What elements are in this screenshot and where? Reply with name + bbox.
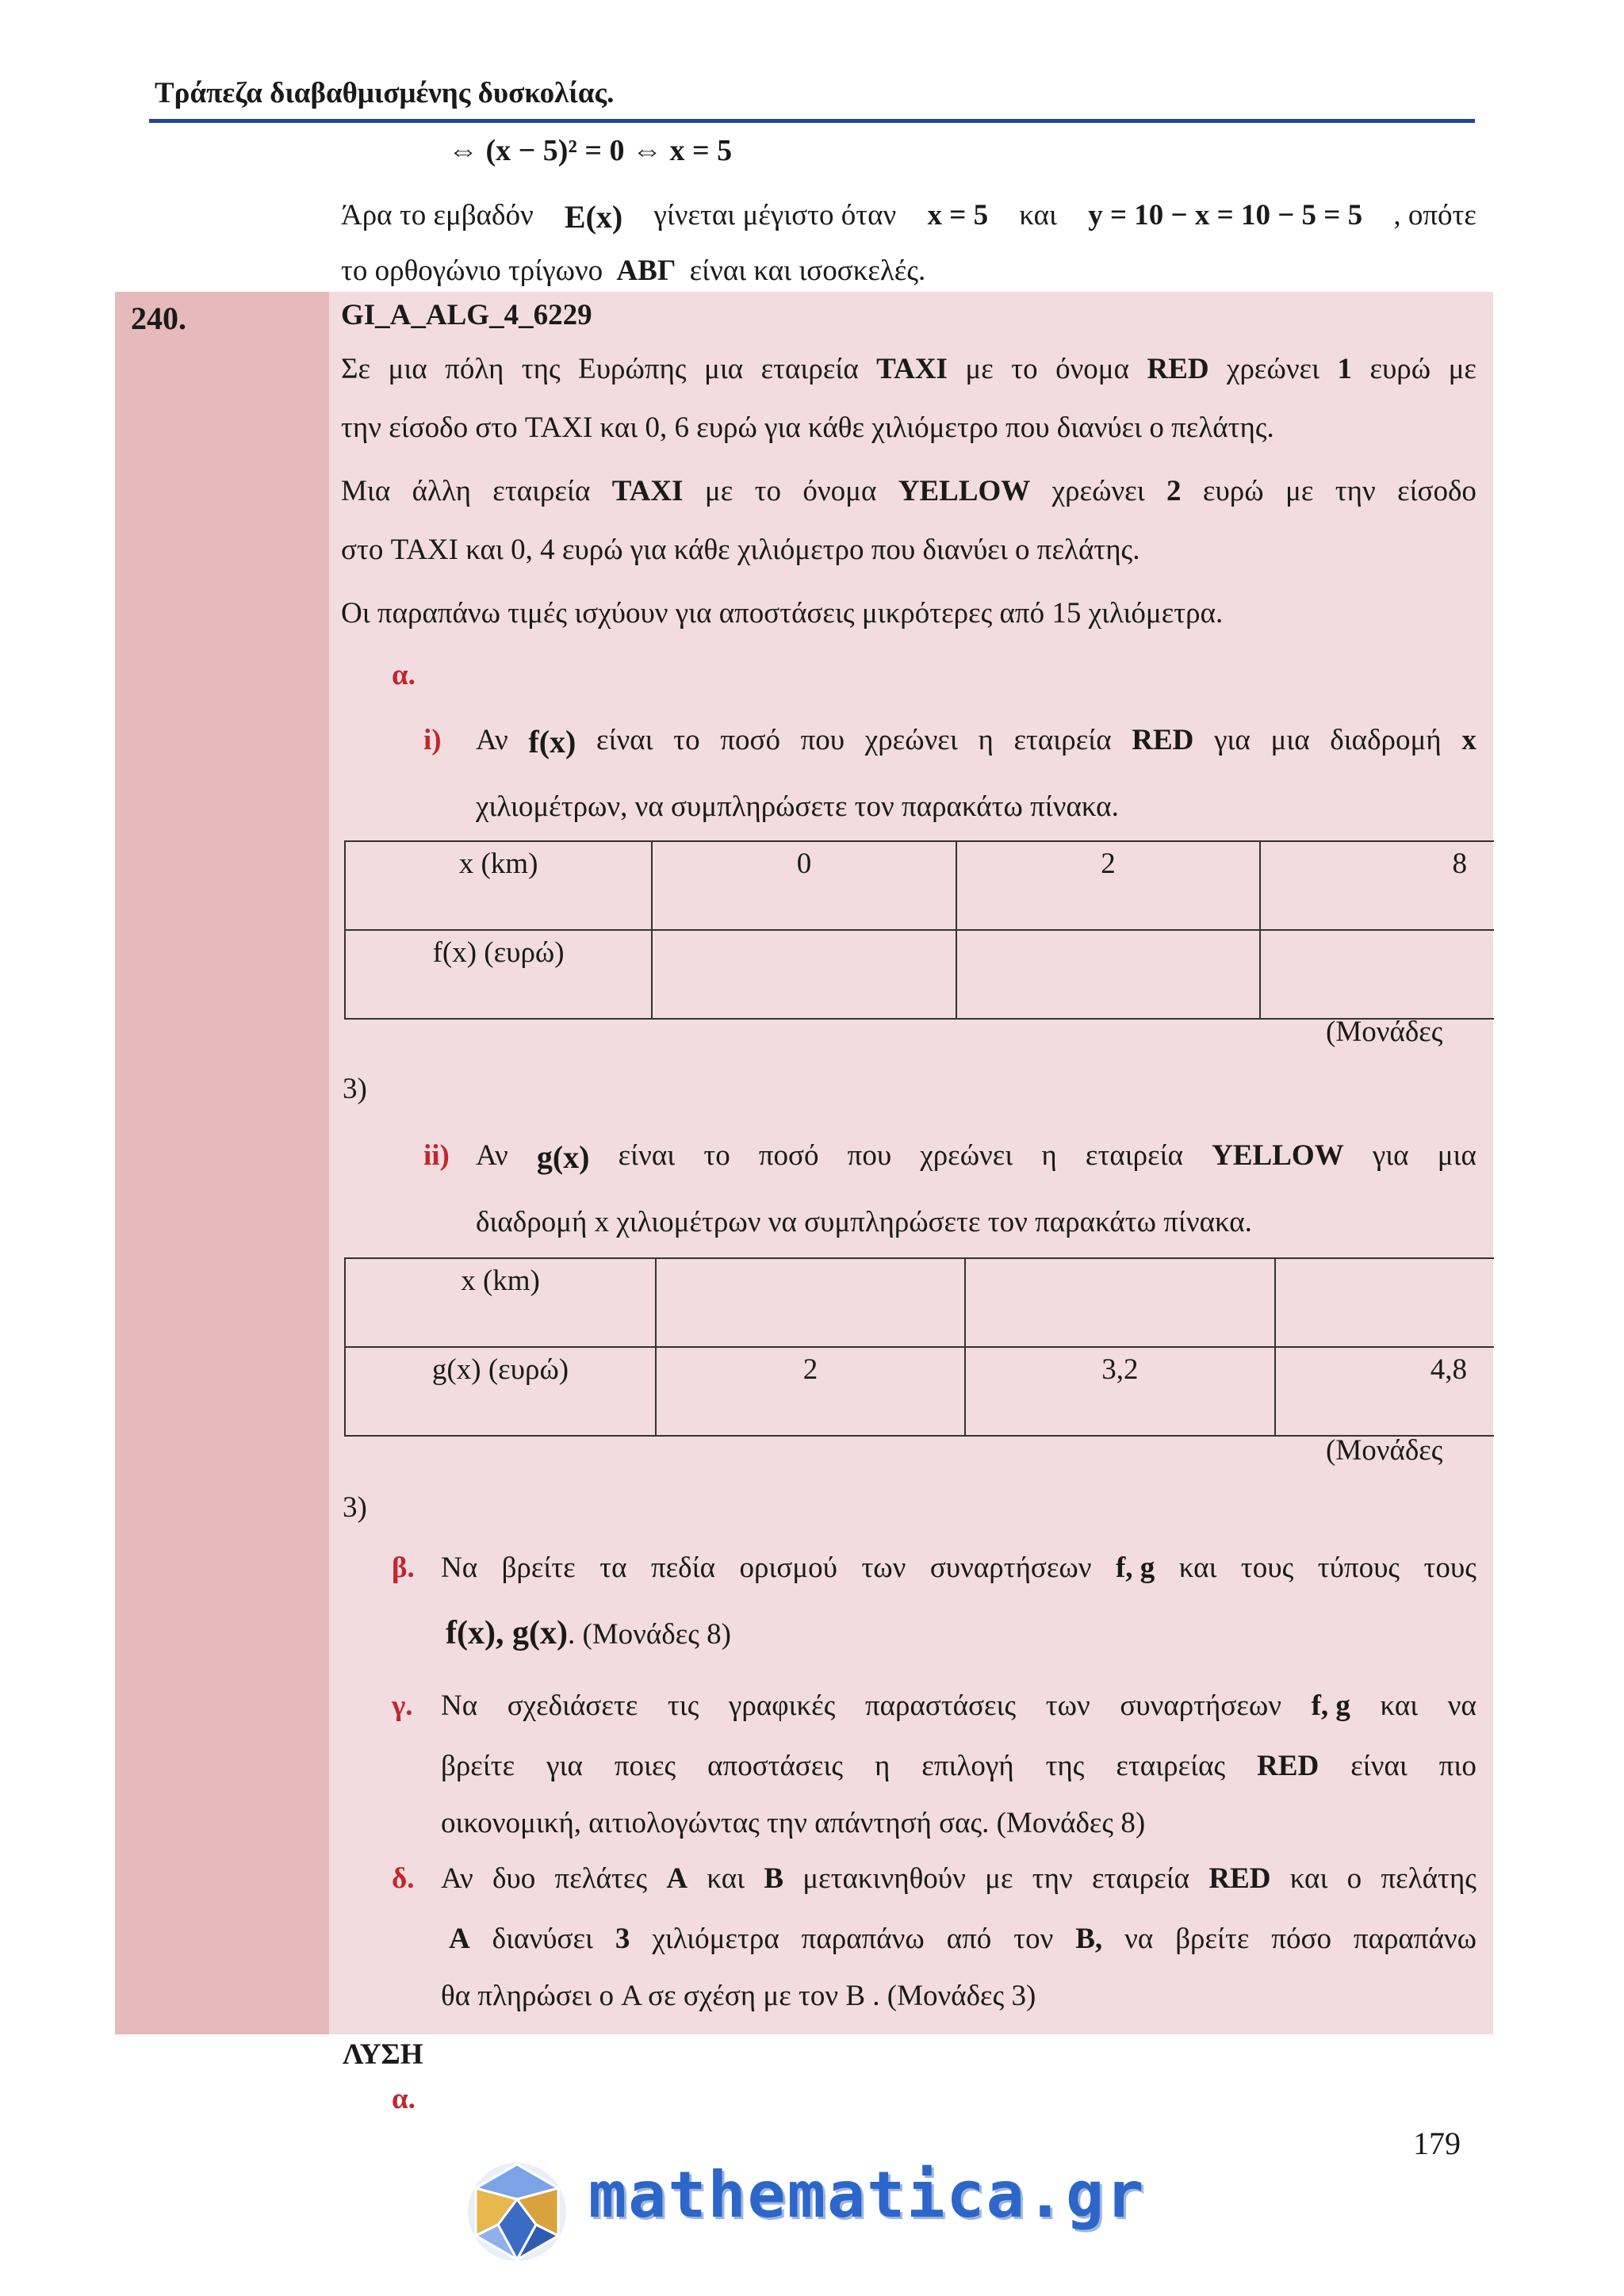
- word: B: [764, 1862, 784, 1895]
- word: μια: [1437, 1139, 1477, 1172]
- part-ii-line1: [476, 1138, 1477, 1176]
- word: βρείτε: [441, 1750, 515, 1782]
- part-delta-label: δ.: [392, 1862, 415, 1895]
- word: είναι: [1350, 1750, 1408, 1782]
- word: εταιρεία: [1013, 724, 1112, 756]
- table-cell: [965, 1258, 1275, 1347]
- table-cell: [652, 930, 956, 1019]
- table-cell: [656, 1258, 965, 1347]
- page-header-title: Τράπεζα διαβαθμισμένης δυσκολίας.: [155, 77, 615, 109]
- para2-line2: στο TAXI και 0, 4 ευρώ για κάθε χιλιόμετρο που διανύει ο πελάτης.: [341, 534, 1140, 566]
- word: επιλογή: [921, 1750, 1014, 1782]
- part-i-line1: [476, 723, 1477, 760]
- word: πελάτης: [1381, 1862, 1477, 1895]
- part-delta-line2: [449, 1922, 1477, 1956]
- word: εταιρεία: [1085, 1139, 1184, 1172]
- word: τους: [1240, 1552, 1294, 1584]
- word: είσοδο: [1397, 475, 1477, 507]
- site-logo-text: mathematica.gr: [588, 2158, 1146, 2232]
- word: διανύσει: [492, 1923, 593, 1955]
- table-cell: [956, 930, 1261, 1019]
- word: πόλη: [445, 353, 504, 385]
- part-i-label: i): [423, 724, 442, 756]
- word: παραστάσεις: [864, 1689, 1017, 1722]
- polyhedron-logo-icon: [465, 2160, 569, 2264]
- table-cell: x (km): [345, 1258, 656, 1347]
- word: Να: [441, 1552, 478, 1584]
- equation-line: ⇔ (x − 5)² = 0 ⇔ x = 5: [448, 134, 733, 167]
- word: όνομα: [1055, 353, 1130, 385]
- word: ευρώ: [1202, 475, 1264, 507]
- word: με: [965, 353, 994, 385]
- word: YELLOW: [898, 475, 1031, 507]
- word: το: [673, 724, 700, 756]
- word: A: [666, 1862, 688, 1895]
- table-cell: g(x) (ευρώ): [345, 1347, 656, 1436]
- word: Αν: [476, 1139, 508, 1172]
- word: ποσό: [720, 724, 780, 756]
- word: με: [704, 475, 733, 507]
- word: των: [1045, 1689, 1090, 1722]
- prev-text: και: [1019, 199, 1057, 232]
- points-label: (Μονάδες: [1326, 1016, 1443, 1048]
- exercise-number-column: [115, 292, 329, 2034]
- math-expr: f, g: [1311, 1689, 1350, 1722]
- word: χρεώνει: [1227, 353, 1320, 385]
- word: ορισμού: [739, 1552, 837, 1584]
- word: συναρτήσεων: [1120, 1689, 1281, 1722]
- word: και: [1178, 1552, 1217, 1584]
- word: πιο: [1438, 1750, 1477, 1782]
- word: τον: [1013, 1923, 1054, 1955]
- part-beta-line1: [441, 1551, 1477, 1585]
- table-cell: 4,8: [1275, 1347, 1494, 1436]
- part-ii-label: ii): [423, 1139, 450, 1172]
- prev-line-2: [341, 254, 925, 288]
- word: το: [703, 1139, 730, 1172]
- word: τα: [599, 1552, 627, 1584]
- word: της: [521, 353, 561, 385]
- prev-text: γίνεται μέγιστο όταν: [653, 199, 897, 232]
- word: RED: [1147, 353, 1209, 385]
- math-expr: E(x): [564, 199, 623, 235]
- word: γραφικές: [729, 1689, 836, 1722]
- part-gamma-line3: οικονομική, αιτιολογώντας την απάντησή σας. (Μονάδες 8): [441, 1807, 1146, 1839]
- table-row: [345, 1347, 1494, 1436]
- prev-text: , οπότε: [1393, 199, 1477, 232]
- word: βρείτε: [501, 1552, 576, 1584]
- points-value: 3): [343, 1491, 367, 1524]
- part-beta-text: . (Μονάδες 8): [567, 1618, 731, 1651]
- word: YELLOW: [1212, 1139, 1344, 1172]
- word: και: [1380, 1689, 1419, 1722]
- word: Αν: [441, 1862, 473, 1895]
- part-delta-line1: [441, 1862, 1477, 1896]
- part-ii-line2: διαδρομή x χιλιομέτρων να συμπληρώσετε τον παρακάτω πίνακα.: [476, 1206, 1252, 1238]
- prev-line-1: [341, 198, 1477, 235]
- math-expr: f(x), g(x): [446, 1615, 568, 1651]
- word: που: [800, 724, 845, 756]
- page-number: 179: [1413, 2126, 1461, 2161]
- table-row: [345, 1258, 1494, 1347]
- part-gamma-line1: [441, 1689, 1477, 1723]
- word: Ευρώπης: [578, 353, 687, 385]
- part-i-line2: χιλιομέτρων, να συμπληρώσετε τον παρακάτω πίνακα.: [476, 790, 1119, 823]
- word: εταιρεία: [492, 475, 591, 507]
- prev-text: το ορθογώνιο τρίγωνο: [341, 254, 603, 287]
- word: εταιρεία: [1091, 1862, 1190, 1895]
- word: μια: [388, 353, 427, 385]
- word: RED: [1208, 1862, 1271, 1895]
- word: η: [874, 1750, 891, 1782]
- word: μια: [1270, 724, 1310, 756]
- table-f: [344, 840, 1494, 1020]
- header-divider: [149, 119, 1475, 123]
- word: RED: [1132, 724, 1194, 756]
- word: RED: [1257, 1750, 1320, 1782]
- math-expr: x = 5: [927, 199, 989, 232]
- word: Σε: [341, 353, 371, 385]
- word: ποιες: [614, 1750, 676, 1782]
- table-cell: 3,2: [965, 1347, 1275, 1436]
- word: ο: [1346, 1862, 1362, 1895]
- word: χιλιόμετρα: [652, 1923, 779, 1955]
- solution-title: ΛΥΣΗ: [343, 2038, 423, 2071]
- word: με: [985, 1862, 1013, 1895]
- word: τις: [667, 1689, 699, 1722]
- word: να: [1124, 1923, 1154, 1955]
- word: της: [1045, 1750, 1085, 1782]
- para2-line1: [341, 474, 1477, 508]
- word: χρεώνει: [864, 724, 958, 756]
- math-expr: f(x): [528, 724, 576, 760]
- word: των: [861, 1552, 906, 1584]
- word: για: [1372, 1139, 1409, 1172]
- word: βρείτε: [1175, 1923, 1250, 1955]
- word: 1: [1337, 353, 1352, 385]
- part-beta-label: β.: [392, 1552, 415, 1584]
- exercise-code: GI_A_ALG_4_6229: [341, 299, 592, 331]
- math-expr: ΑΒΓ: [616, 254, 676, 287]
- table-cell: 2: [956, 841, 1261, 930]
- para1-line1: [341, 352, 1477, 386]
- table-cell: f(x) (ευρώ): [345, 930, 652, 1019]
- word: που: [847, 1139, 892, 1172]
- word: Αν: [476, 724, 508, 756]
- word: πόσο: [1271, 1923, 1331, 1955]
- part-delta-line3: θα πληρώσει ο A σε σχέση με τον B . (Μονάδες 3): [441, 1980, 1036, 2012]
- word: για: [1214, 724, 1251, 756]
- word: τύπους: [1317, 1552, 1400, 1584]
- word: και: [707, 1862, 745, 1895]
- table-cell: 2: [656, 1347, 965, 1436]
- part-beta-line2: [446, 1614, 731, 1652]
- word: συναρτήσεων: [929, 1552, 1092, 1584]
- math-expr: f, g: [1115, 1552, 1155, 1584]
- word: με: [1448, 353, 1477, 385]
- table-cell: 0: [652, 841, 956, 930]
- word: όνομα: [802, 475, 877, 507]
- word: Μια: [341, 475, 391, 507]
- word: διαδρομή: [1330, 724, 1442, 756]
- word: μια: [703, 353, 744, 385]
- word: η: [978, 724, 994, 756]
- table-row: [345, 841, 1494, 930]
- word: είναι: [596, 724, 653, 756]
- table-cell: 8: [1260, 841, 1494, 930]
- word: ποσό: [758, 1139, 819, 1172]
- word: από: [946, 1923, 992, 1955]
- exercise-number: 240.: [131, 300, 186, 336]
- word: τους: [1423, 1552, 1477, 1584]
- table-cell: [1260, 930, 1494, 1019]
- word: να: [1447, 1689, 1477, 1722]
- word: και: [1289, 1862, 1328, 1895]
- word: σχεδιάσετε: [507, 1689, 638, 1722]
- word: x: [1461, 724, 1477, 756]
- points-label: (Μονάδες: [1326, 1434, 1443, 1467]
- para1-line2: την είσοδο στο TAXI και 0, 6 ευρώ για κάθε χιλιόμετρο που διανύει ο πελάτης.: [341, 411, 1274, 444]
- table-g: [344, 1257, 1494, 1437]
- word: το: [1011, 353, 1038, 385]
- solution-alpha-label: α.: [392, 2083, 416, 2115]
- word: πελάτες: [554, 1862, 648, 1895]
- points-value: 3): [343, 1073, 367, 1105]
- part-gamma-label: γ.: [392, 1689, 413, 1722]
- word: εταιρείας: [1116, 1750, 1226, 1782]
- table-cell: x (km): [345, 841, 652, 930]
- prev-text: είναι και ισοσκελές.: [689, 254, 926, 287]
- word: TAXI: [876, 353, 948, 385]
- word: 2: [1166, 475, 1182, 507]
- word: A: [449, 1923, 470, 1955]
- word: είναι: [618, 1139, 676, 1172]
- math-expr: g(x): [536, 1139, 590, 1175]
- part-alpha-label: α.: [392, 659, 416, 691]
- table-row: [345, 930, 1494, 1019]
- word: μετακινηθούν: [802, 1862, 966, 1895]
- word: την: [1335, 475, 1376, 507]
- word: παραπάνω: [1353, 1923, 1477, 1955]
- word: TAXI: [611, 475, 684, 507]
- word: το: [754, 475, 782, 507]
- word: ευρώ: [1369, 353, 1431, 385]
- word: αποστάσεις: [707, 1750, 843, 1782]
- word: παραπάνω: [801, 1923, 925, 1955]
- word: πεδία: [650, 1552, 715, 1584]
- word: δυο: [492, 1862, 536, 1895]
- word: η: [1041, 1139, 1057, 1172]
- table-cell: [1275, 1258, 1494, 1347]
- word: χρεώνει: [920, 1139, 1013, 1172]
- word: την: [1032, 1862, 1073, 1895]
- math-expr: y = 10 − x = 10 − 5 = 5: [1088, 199, 1363, 232]
- word: άλλη: [412, 475, 471, 507]
- word: εταιρεία: [760, 353, 859, 385]
- part-gamma-line2: [441, 1749, 1477, 1783]
- prev-text: Άρα το εμβαδόν: [341, 199, 534, 232]
- word: 3: [615, 1923, 630, 1955]
- word: Να: [441, 1689, 478, 1722]
- word: χρεώνει: [1051, 475, 1145, 507]
- word: με: [1285, 475, 1314, 507]
- para3: Οι παραπάνω τιμές ισχύουν για αποστάσεις μικρότερες από 15 χιλιόμετρα.: [341, 597, 1224, 629]
- word: B,: [1075, 1923, 1103, 1955]
- word: για: [546, 1750, 583, 1782]
